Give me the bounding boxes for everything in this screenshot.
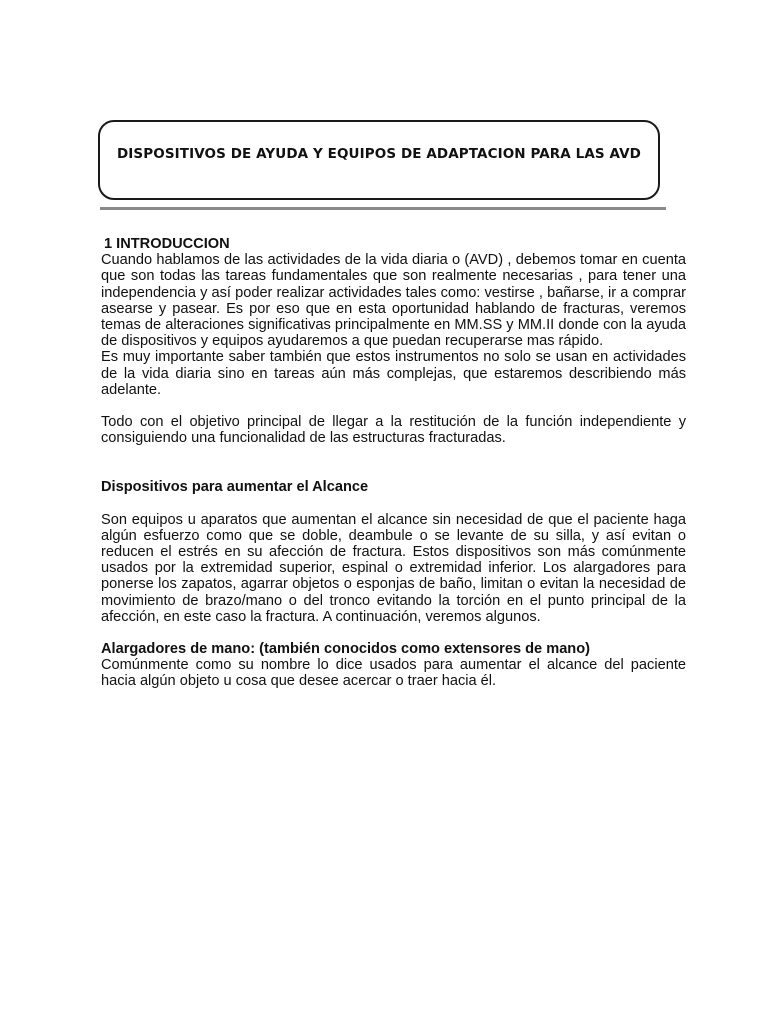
intro-paragraph-2: Es muy importante saber también que estos instrumentos no solo se usan en actividades de la vida diaria sino en tareas aún más complejas, que estaremos describiendo más adelante. <box>101 349 686 398</box>
alcance-paragraph: Son equipos u aparatos que aumentan el alcance sin necesidad de que el paciente haga algún esfuerzo como que se doble, deambule o se levante de su silla, y así evitan o reducen el estrés en su afección de fractura. Estos dispositivos son más comúnmente usados por la extremidad superior, espinal o extremidad inferior. Los alargadores para ponerse los zapatos, agarrar objetos o esponjas de baño, limitan o evitan la necesidad de movimiento de brazo/mano o del tronco evitando la torción en el punto principal de la afección, en este caso la fractura. A continuación, veremos algunos. <box>101 511 686 625</box>
spacer <box>101 496 686 512</box>
title-underline <box>100 207 666 210</box>
alargadores-paragraph: Comúnmente como su nombre lo dice usados para aumentar el alcance del paciente hacia algún objeto u cosa que desee acercar o traer hacia él. <box>101 657 686 690</box>
intro-heading: 1 INTRODUCCION <box>104 236 230 252</box>
title-box <box>98 120 660 200</box>
document-body <box>101 236 686 690</box>
spacer <box>101 398 686 414</box>
intro-paragraph-3: Todo con el objetivo principal de llegar a la restitución de la función independiente y consiguiendo una funcionalidad de las estructuras fracturadas. <box>101 414 686 447</box>
alcance-heading: Dispositivos para aumentar el Alcance <box>101 479 369 496</box>
document-title: DISPOSITIVOS DE AYUDA Y EQUIPOS DE ADAPTACION PARA LAS AVD <box>117 146 641 162</box>
intro-paragraph-1: Cuando hablamos de las actividades de la vida diaria o (AVD) , debemos tomar en cuenta que son todas las tareas fundamentales que son realmente necesarias , para tener una independencia y así poder realizar actividades tales como: vestirse , bañarse, ir a comprar asearse y pasear. Es por eso que en esta oportunidad hablando de fracturas, veremos temas de alteraciones significativas principalmente en MM.SS y MM.II donde con la ayuda de dispositivos y equipos ayudaremos a que puedan recuperarse mas rápido. <box>101 252 686 350</box>
alargadores-heading: Alargadores de mano: (también conocidos como extensores de mano) <box>101 641 590 658</box>
spacer <box>101 446 686 479</box>
spacer <box>101 625 686 641</box>
